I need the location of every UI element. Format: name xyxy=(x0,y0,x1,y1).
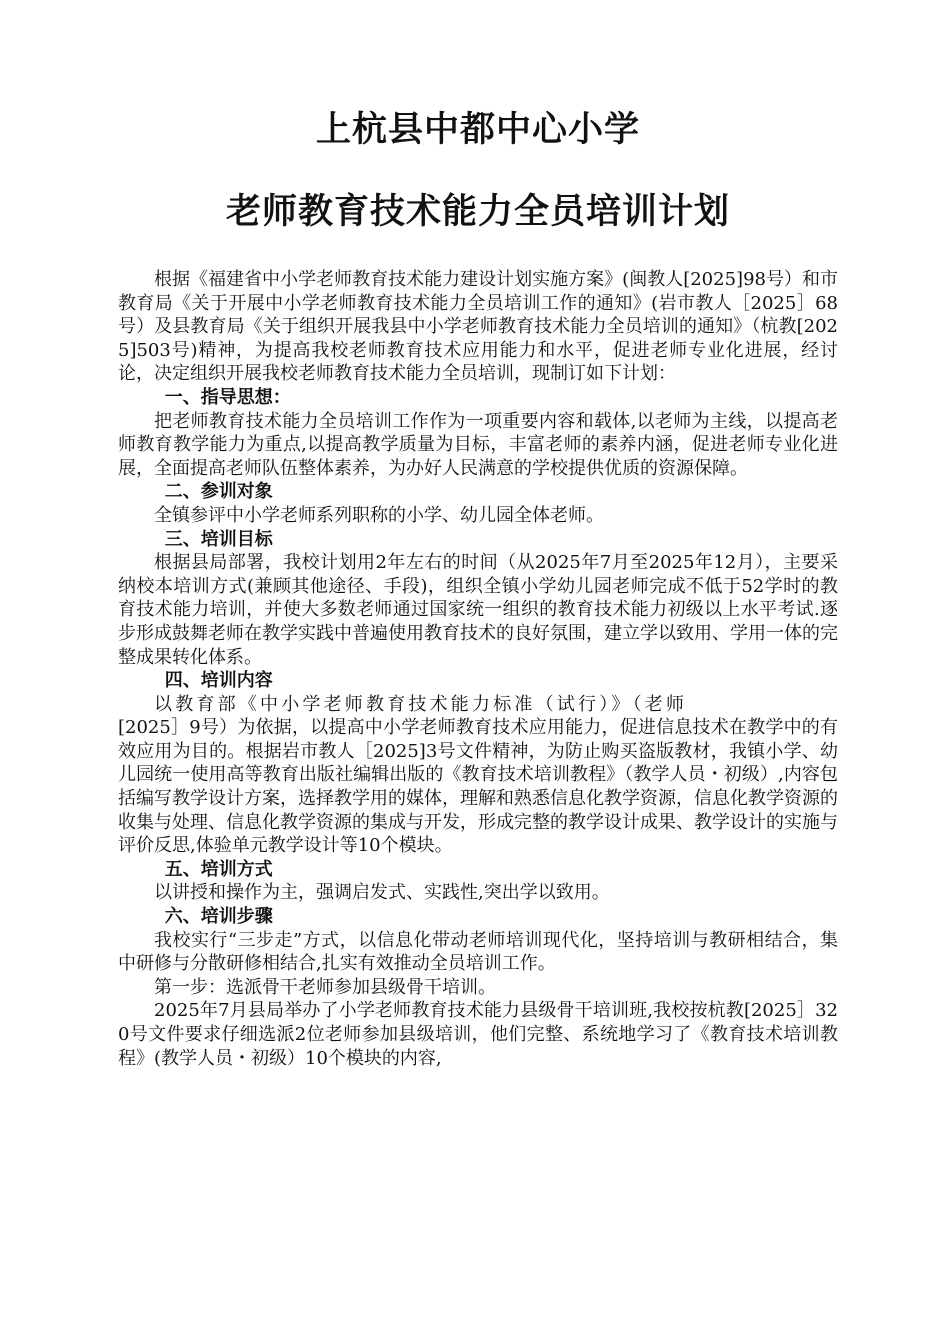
intro-paragraph: 根据《福建省中小学老师教育技术能力建设计划实施方案》(闽教人[2025]98号）和市教育局《关于开展中小学老师教育技术能力全员培训工作的通知》(岩市教人［2025］68号）及县教育局《关于组织开展我县中小学老师教育技术能力全员培训的通知》（杭教[2025]503号)精神，为提高我校老师教育技术应用能力和水平，促进老师专业化进展，经讨论，决定组织开展我校老师教育技术能力全员培训，现制订如下计划： xyxy=(118,269,838,385)
step-one-title: 第一步：选派骨干老师参加县级骨干培训。 xyxy=(154,976,496,998)
step-one-text: 2025年7月县局举办了小学老师教育技术能力县级骨干培训班,我校按杭教[2025］320号文件要求仔细选派2位老师参加县级培训，他们完整、系统地学习了《教育技术培训教程》(教学人员・初级）10个模块的内容, xyxy=(118,1000,838,1069)
section-text-training-method: 以讲授和操作为主，强调启发式、实践性,突出学以致用。 xyxy=(154,882,610,904)
document-title-plan: 老师教育技术能力全员培训计划 xyxy=(225,192,730,232)
section-text-guiding-ideology: 把老师教育技术能力全员培训工作作为一项重要内容和载体,以老师为主线，以提高老师教育教学能力为重点,以提高教学质量为目标，丰富老师的素养内涵，促进老师专业化进展，全面提高老师队伍整体素养，为办好人民满意的学校提供优质的资源保障。 xyxy=(118,410,838,479)
section-text-participants: 全镇参评中小学老师系列职称的小学、幼儿园全体老师。 xyxy=(154,504,604,526)
section-heading-training-steps: 六、培训步骤 xyxy=(164,906,273,928)
section-text-training-goals: 根据县局部署，我校计划用2年左右的时间（从2025年7月至2025年12月），主要采纳校本培训方式(兼顾其他途径、手段)，组织全镇小学幼儿园老师完成不低于52学时的教育技术能力培训，并使大多数老师通过国家统一组织的教育技术能力初级以上水平考试.逐步形成鼓舞老师在教学实践中普遍使用教育技术的良好氛围，建立学以致用、学用一体的完整成果转化体系。 xyxy=(118,552,838,668)
document-page xyxy=(118,108,838,1070)
section-text-training-steps: 我校实行“三步走”方式，以信息化带动老师培训现代化，坚持培训与教研相结合，集中研修与分散研修相结合,扎实有效推动全员培训工作。 xyxy=(118,929,838,975)
section-heading-participants: 二、参训对象 xyxy=(164,481,273,503)
section-heading-training-content: 四、培训内容 xyxy=(164,670,273,692)
document-title-school: 上杭县中都中心小学 xyxy=(315,110,640,150)
section-text-training-content: [2025］9号）为依据，以提高中小学老师教育技术应用能力，促进信息技术在教学中的有效应用为目的。根据岩市教人［2025]3号文件精神，为防止购买盗版教材，我镇小学、幼儿园统一使用高等教育出版社编辑出版的《教育技术培训教程》（教学人员・初级）,内容包括编写教学设计方案，选择教学用的媒体，理解和熟悉信息化教学资源，信息化教学资源的收集与处理、信息化教学资源的集成与开发，形成完整的教学设计成果、教学设计的实施与评价反思,体验单元教学设计等10个模块。 xyxy=(118,717,838,857)
section-heading-guiding-ideology: 一、指导思想： xyxy=(164,386,291,408)
section-text-training-content-line1: 以教育部《中小学老师教育技术能力标准（试行）》（老师 xyxy=(154,693,688,715)
section-heading-training-goals: 三、培训目标 xyxy=(164,528,273,550)
section-heading-training-method: 五、培训方式 xyxy=(164,858,273,880)
